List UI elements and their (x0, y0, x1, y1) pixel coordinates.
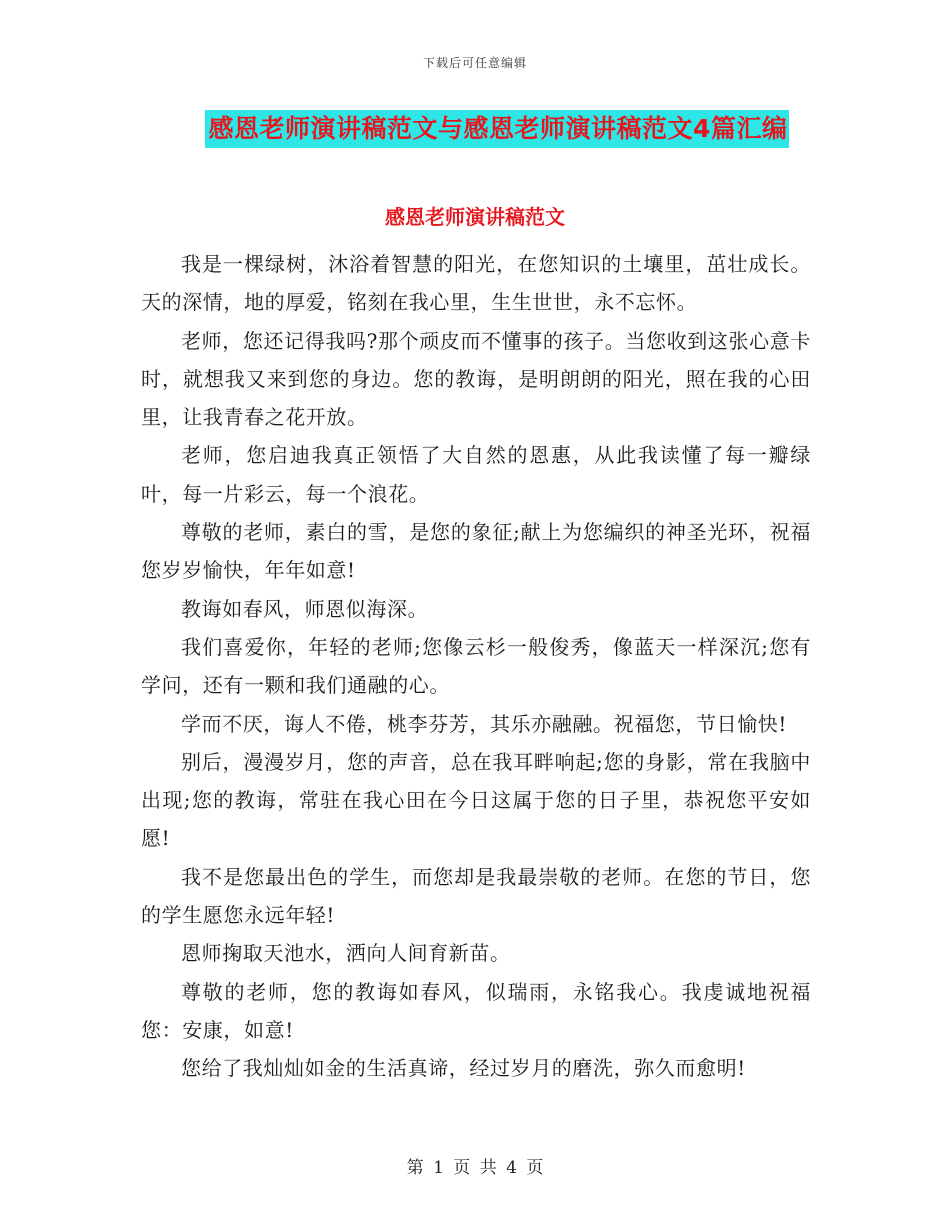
paragraph: 尊敬的老师，您的教诲如春风，似瑞雨，永铭我心。我虔诚地祝福您：安康，如意! (141, 979, 811, 1042)
paragraph: 老师，您启迪我真正领悟了大自然的恩惠，从此我读懂了每一瓣绿叶，每一片彩云，每一个浪花。 (141, 443, 811, 506)
page-number-footer: 第 1 页 共 4 页 (406, 1158, 544, 1178)
paragraph: 恩师掬取天池水，洒向人间育新苗。 (181, 941, 511, 966)
paragraph: 老师，您还记得我吗?那个顽皮而不懂事的孩子。当您收到这张心意卡时，就想我又来到您的身边。您的教诲，是明朗朗的阳光，照在我的心田里，让我青春之花开放。 (141, 328, 811, 430)
paragraph: 我们喜爱你，年轻的老师;您像云杉一般俊秀，像蓝天一样深沉;您有学问，还有一颗和我们通融的心。 (141, 634, 811, 698)
document-body (141, 245, 811, 1088)
paragraph: 我是一棵绿树，沐浴着智慧的阳光，在您知识的土壤里，茁壮成长。天的深情，地的厚爱，铭刻在我心里，生生世世，永不忘怀。 (141, 252, 811, 315)
paragraph: 教诲如春风，师恩似海深。 (181, 596, 429, 621)
section-title: 感恩老师演讲稿范文 (385, 205, 565, 229)
paragraph: 别后，漫漫岁月，您的声音，总在我耳畔响起;您的身影，常在我脑中出现;您的教诲，常驻在我心田在今日这属于您的日子里，恭祝您平安如愿! (141, 749, 812, 851)
main-title-container (0, 110, 950, 148)
paragraph: 学而不厌，诲人不倦，桃李芬芳，其乐亦融融。祝福您，节日愉快! (181, 711, 788, 736)
paragraph: 我不是您最出色的学生，而您却是我最崇敬的老师。在您的节日，您的学生愿您永远年轻! (141, 864, 811, 928)
main-title: 感恩老师演讲稿范文与感恩老师演讲稿范文4篇汇编 (205, 110, 790, 148)
paragraph: 尊敬的老师，素白的雪，是您的象征;献上为您编织的神圣光环，祝福您岁岁愉快，年年如意! (141, 520, 811, 583)
paragraph: 您给了我灿灿如金的生活真谛，经过岁月的磨洗，弥久而愈明! (181, 1056, 746, 1081)
page-header-note: 下载后可任意编辑 (422, 56, 527, 70)
